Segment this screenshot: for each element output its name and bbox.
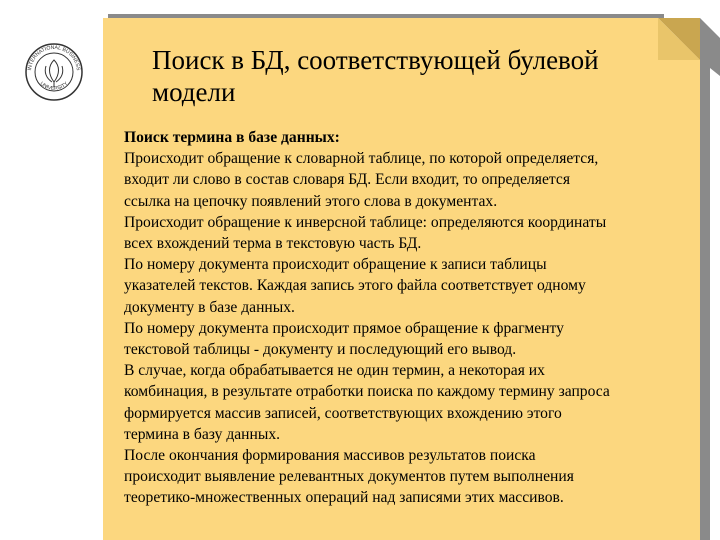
body-line: Происходит обращение к словарной таблице, по которой определяется,	[124, 150, 599, 168]
university-seal-icon	[24, 42, 84, 102]
body-line: указателей текстов. Каждая запись этого файла соответствует одному	[124, 277, 586, 295]
body-line: В случае, когда обрабатывается не один термин, а некоторая их	[124, 362, 545, 380]
body-line: термина в базу данных.	[124, 425, 281, 443]
body-line: комбинация, в результате отработки поиска по каждому термину запроса	[124, 383, 610, 401]
body-line: входит ли слово в состав словаря БД. Если входит, то определяется	[124, 171, 570, 189]
body-line: После окончания формирования массивов результатов поиска	[124, 447, 536, 465]
body-line: всех вхождений терма в текстовую часть БД.	[124, 235, 422, 253]
body-line: текстовой таблицы - документу и последующий его вывод.	[124, 341, 517, 359]
slide-title	[152, 44, 672, 108]
svg-text:UNIVERSITY: UNIVERSITY	[38, 80, 70, 92]
slide-body	[124, 127, 694, 509]
title-line-2: модели	[152, 77, 236, 107]
body-line: По номеру документа происходит прямое обращение к фрагменту	[124, 319, 564, 337]
body-heading: Поиск термина в базе данных:	[124, 129, 340, 146]
body-line: происходит выявление релевантных документов путем выполнения	[124, 468, 574, 486]
body-line: теоретико-множественных операций над записями этих массивов.	[124, 489, 564, 507]
body-line: По номеру документа происходит обращение к записи таблицы	[124, 256, 547, 274]
body-line: ссылка на цепочку появлений этого слова в документах.	[124, 192, 498, 210]
body-line: Происходит обращение к инверсной таблице: определяются координаты	[124, 213, 607, 231]
body-line: документу в базе данных.	[124, 298, 295, 316]
title-line-1: Поиск в БД, соответствующей булевой	[152, 45, 599, 75]
body-line: формируется массив записей, соответствующих вхождению этого	[124, 404, 562, 422]
paper-shadow-right	[700, 60, 710, 540]
svg-text:INTERNATIONAL BUSINESS: INTERNATIONAL BUSINESS	[27, 44, 81, 71]
